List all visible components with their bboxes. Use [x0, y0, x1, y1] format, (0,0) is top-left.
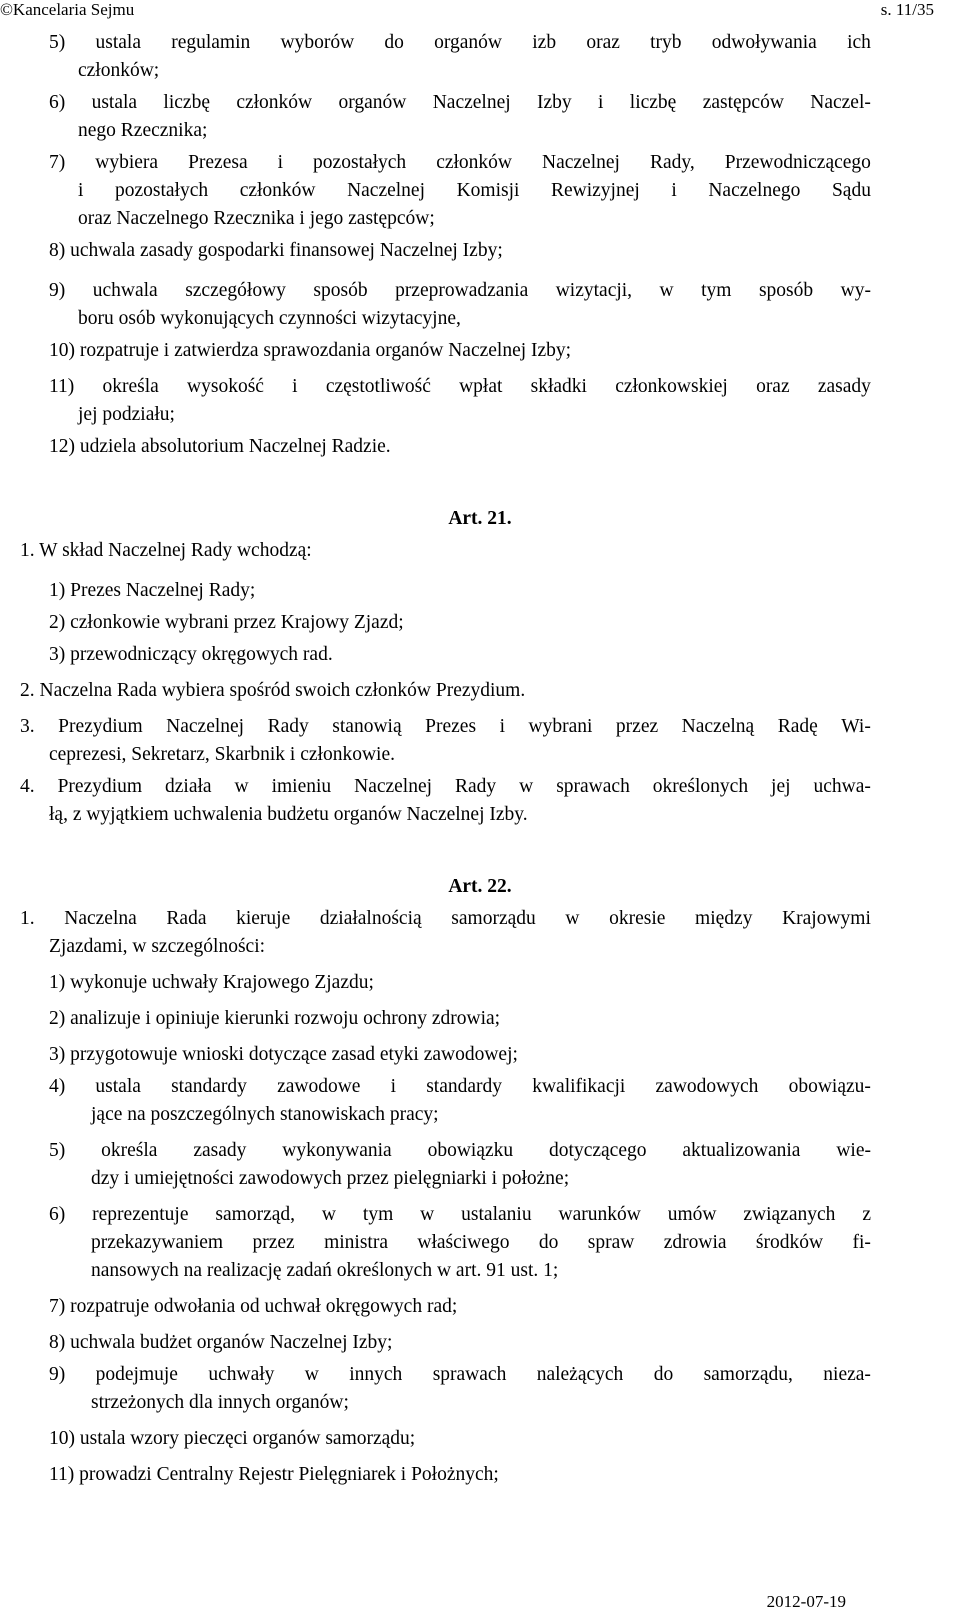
art20-item-7-line3: oraz Naczelnego Rzecznika i jego zastępców;: [78, 208, 435, 229]
art21-par1-item-3: 3) przewodniczący okręgowych rad.: [49, 644, 333, 665]
art21-par2: 2. Naczelna Rada wybiera spośród swoich członków Prezydium.: [20, 680, 526, 701]
art22-item-4-line1: 4) ustala standardy zawodowe i standardy kwalifikacji zawodowych obowiązu-: [49, 1076, 871, 1097]
art22-item-4-line2: jące na poszczególnych stanowiskach pracy;: [91, 1104, 439, 1125]
art20-item-9-line1: 9) uchwala szczegółowy sposób przeprowadzania wizytacji, w tym sposób wy-: [49, 280, 871, 301]
art20-item-6-line2: nego Rzecznika;: [78, 120, 208, 141]
art22-item-6-line1: 6) reprezentuje samorząd, w tym w ustalaniu warunków umów związanych z: [49, 1204, 871, 1225]
art22-item-8: 8) uchwala budżet organów Naczelnej Izby;: [49, 1332, 393, 1353]
art20-item-5-line1: 5) ustala regulamin wyborów do organów izb oraz tryb odwoływania ich: [49, 32, 871, 53]
art22-item-6-line3: nansowych na realizację zadań określonych w art. 91 ust. 1;: [91, 1260, 559, 1281]
art20-item-7-line2: i pozostałych członków Naczelnej Komisji Rewizyjnej i Naczelnego Sądu: [78, 180, 871, 201]
copyright-text: ©Kancelaria Sejmu: [0, 0, 135, 19]
art20-item-9-line2: boru osób wykonujących czynności wizytacyjne,: [78, 308, 461, 329]
art22-item-5-line2: dzy i umiejętności zawodowych przez pielęgniarki i położne;: [91, 1168, 570, 1189]
art21-par1-item-2: 2) członkowie wybrani przez Krajowy Zjazd;: [49, 612, 404, 633]
art22-item-5-line1: 5) określa zasady wykonywania obowiązku dotyczącego aktualizowania wie-: [49, 1140, 871, 1161]
art20-item-11-line2: jej podziału;: [78, 404, 175, 425]
art21-par3-line1: 3. Prezydium Naczelnej Rady stanowią Prezes i wybrani przez Naczelną Radę Wi-: [20, 716, 871, 737]
art22-item-10: 10) ustala wzory pieczęci organów samorządu;: [49, 1428, 416, 1449]
art22-item-6-line2: przekazywaniem przez ministra właściwego do spraw zdrowia środków fi-: [91, 1232, 871, 1253]
art22-item-2: 2) analizuje i opiniuje kierunki rozwoju ochrony zdrowia;: [49, 1008, 501, 1029]
art21-par4-line1: 4. Prezydium działa w imieniu Naczelnej Rady w sprawach określonych jej uchwa-: [20, 776, 871, 797]
art22-par1-line2: Zjazdami, w szczególności:: [49, 936, 266, 957]
art20-item-5-line2: członków;: [78, 60, 160, 81]
art20-item-6-line1: 6) ustala liczbę członków organów Naczelnej Izby i liczbę zastępców Naczel-: [49, 92, 871, 113]
art22-title: Art. 22.: [448, 876, 512, 897]
art20-item-10: 10) rozpatruje i zatwierdza sprawozdania organów Naczelnej Izby;: [49, 340, 572, 361]
art20-item-8: 8) uchwala zasady gospodarki finansowej Naczelnej Izby;: [49, 240, 503, 261]
art22-item-9-line1: 9) podejmuje uchwały w innych sprawach należących do samorządu, nieza-: [49, 1364, 871, 1385]
art20-item-7-line1: 7) wybiera Prezesa i pozostałych członków Naczelnej Rady, Przewodniczącego: [49, 152, 871, 173]
art21-title: Art. 21.: [448, 508, 512, 529]
art22-item-3: 3) przygotowuje wnioski dotyczące zasad etyki zawodowej;: [49, 1044, 518, 1065]
art22-item-11: 11) prowadzi Centralny Rejestr Pielęgniarek i Położnych;: [49, 1464, 499, 1485]
art20-item-11-line1: 11) określa wysokość i częstotliwość wpłat składki członkowskiej oraz zasady: [49, 376, 871, 397]
footer-date: 2012-07-19: [766, 1592, 846, 1611]
art20-item-12: 12) udziela absolutorium Naczelnej Radzie.: [49, 436, 391, 457]
page-number: s. 11/35: [880, 0, 934, 19]
art21-par1-item-1: 1) Prezes Naczelnej Rady;: [49, 580, 256, 601]
art21-par3-line2: ceprezesi, Sekretarz, Skarbnik i członkowie.: [49, 744, 395, 765]
art22-item-1: 1) wykonuje uchwały Krajowego Zjazdu;: [49, 972, 374, 993]
art21-par4-line2: łą, z wyjątkiem uchwalenia budżetu organów Naczelnej Izby.: [49, 804, 528, 825]
art21-par1: 1. W skład Naczelnej Rady wchodzą:: [20, 540, 312, 561]
art22-item-7: 7) rozpatruje odwołania od uchwał okręgowych rad;: [49, 1296, 458, 1317]
art22-par1-line1: 1. Naczelna Rada kieruje działalnością samorządu w okresie między Krajowymi: [20, 908, 871, 929]
art22-item-9-line2: strzeżonych dla innych organów;: [91, 1392, 349, 1413]
